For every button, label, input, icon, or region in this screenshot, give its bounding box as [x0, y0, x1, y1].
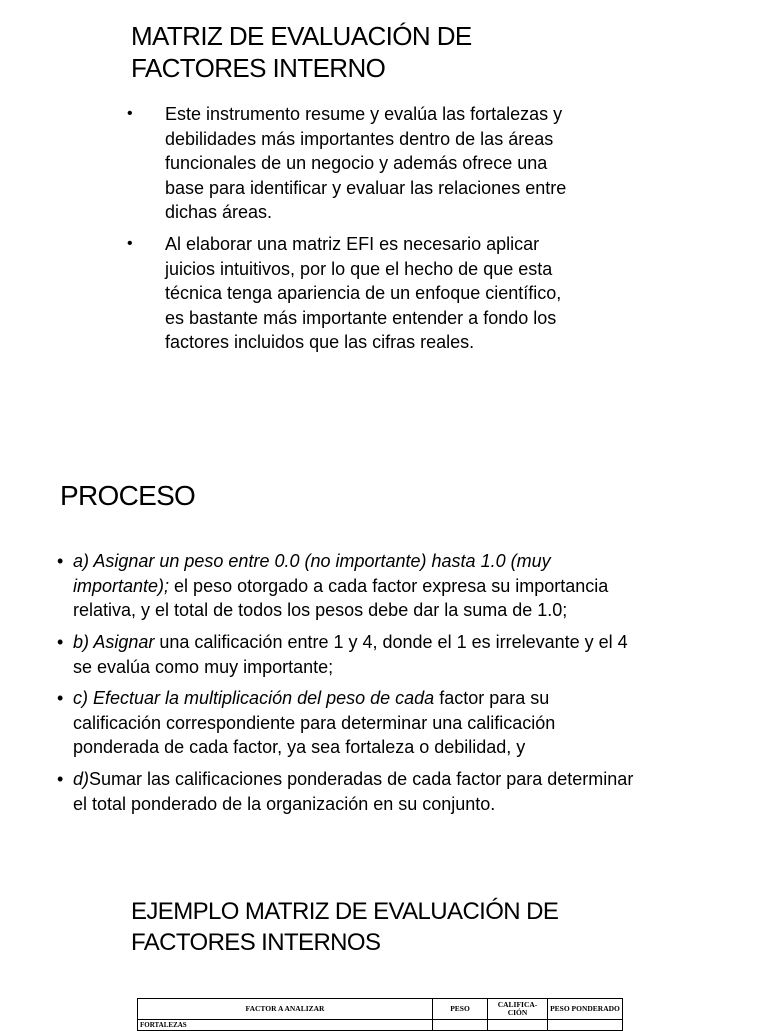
- table-header-row: [138, 999, 623, 1020]
- slide3-title-line: FACTORES INTERNOS: [131, 929, 381, 956]
- header-calificacion: CALIFICA-CIÓN: [488, 999, 548, 1020]
- bullet-dot: •: [127, 105, 133, 122]
- bullet-normal-text: una calificación entre 1 y 4, donde el 1 es irrelevante y el 4: [154, 632, 628, 652]
- bullet-italic-text: c) Efectuar la multiplicación del peso de cada: [73, 688, 435, 708]
- bullet-normal-text: el peso otorgado a cada factor expresa su importancia: [169, 575, 609, 596]
- bullet-dot: •: [57, 551, 64, 571]
- slide1-title: [131, 20, 691, 84]
- bullet-line: funcionales de un negocio y además ofrece una: [165, 153, 548, 173]
- slide3-title: [131, 896, 691, 958]
- bullet-line: el total ponderado de la organización en su conjunto.: [73, 793, 496, 814]
- table-cell: [548, 1020, 623, 1031]
- bullet-dot: •: [127, 235, 133, 252]
- bullet-italic-text: importante);: [73, 575, 170, 596]
- bullet-text: [73, 686, 733, 760]
- slide1-title-line: MATRIZ DE EVALUACIÓN DE: [131, 21, 472, 51]
- bullet-italic-text: a) Asignar un peso entre 0.0 (no importante) hasta 1.0 (muy: [73, 551, 551, 571]
- bullet-text: [165, 232, 725, 355]
- bullet-line: factores incluidos que las cifras reales.: [165, 332, 475, 352]
- table-row: [138, 1020, 623, 1031]
- bullet-line: se evalúa como muy importante;: [73, 656, 334, 677]
- bullet-normal-text: factor para su: [434, 688, 550, 708]
- bullet-italic-text: b) Asignar: [73, 632, 155, 652]
- bullet-text: [73, 630, 733, 679]
- bullet-text: [73, 767, 733, 816]
- table-cell: [433, 1020, 488, 1031]
- bullet-line: Este instrumento resume y evalúa las fortalezas y: [165, 104, 563, 124]
- header-peso-ponderado: PESO PONDERADO: [548, 999, 623, 1020]
- bullet-dot: •: [57, 688, 64, 708]
- bullet-line: base para identificar y evaluar las relaciones entre: [165, 177, 567, 198]
- bullet-line: debilidades más importantes dentro de las áreas: [165, 128, 554, 149]
- bullet-line: relativa, y el total de todos los pesos debe dar la suma de 1.0;: [73, 600, 568, 620]
- bullet-italic-text: d): [73, 769, 90, 789]
- bullet-dot: •: [57, 632, 64, 652]
- header-factor: FACTOR A ANALIZAR: [138, 999, 433, 1020]
- bullet-dot: •: [57, 769, 64, 789]
- slide3-title-line: EJEMPLO MATRIZ DE EVALUACIÓN DE: [131, 898, 559, 925]
- table-cell: [488, 1020, 548, 1031]
- bullet-line: dichas áreas.: [165, 202, 273, 222]
- slide1-title-line: FACTORES INTERNO: [131, 53, 386, 83]
- bullet-normal-text: Sumar las calificaciones ponderadas de cada factor para determinar: [89, 769, 634, 789]
- section-fortalezas: FORTALEZAS: [138, 1020, 433, 1031]
- bullet-line: calificación correspondiente para determinar una calificación: [73, 712, 556, 733]
- bullet-line: es bastante más importante entender a fondo los: [165, 307, 557, 328]
- efi-matrix-table: [137, 998, 623, 1031]
- bullet-text: [73, 549, 733, 623]
- bullet-line: ponderada de cada factor, ya sea fortaleza o debilidad, y: [73, 737, 526, 757]
- bullet-line: Al elaborar una matriz EFI es necesario aplicar: [165, 234, 540, 254]
- bullet-line: técnica tenga apariencia de un enfoque científico,: [165, 283, 562, 303]
- slide2-title: PROCESO: [60, 480, 196, 511]
- header-peso: PESO: [433, 999, 488, 1020]
- bullet-text: [165, 102, 725, 225]
- bullet-line: juicios intuitivos, por lo que el hecho de que esta: [165, 258, 553, 279]
